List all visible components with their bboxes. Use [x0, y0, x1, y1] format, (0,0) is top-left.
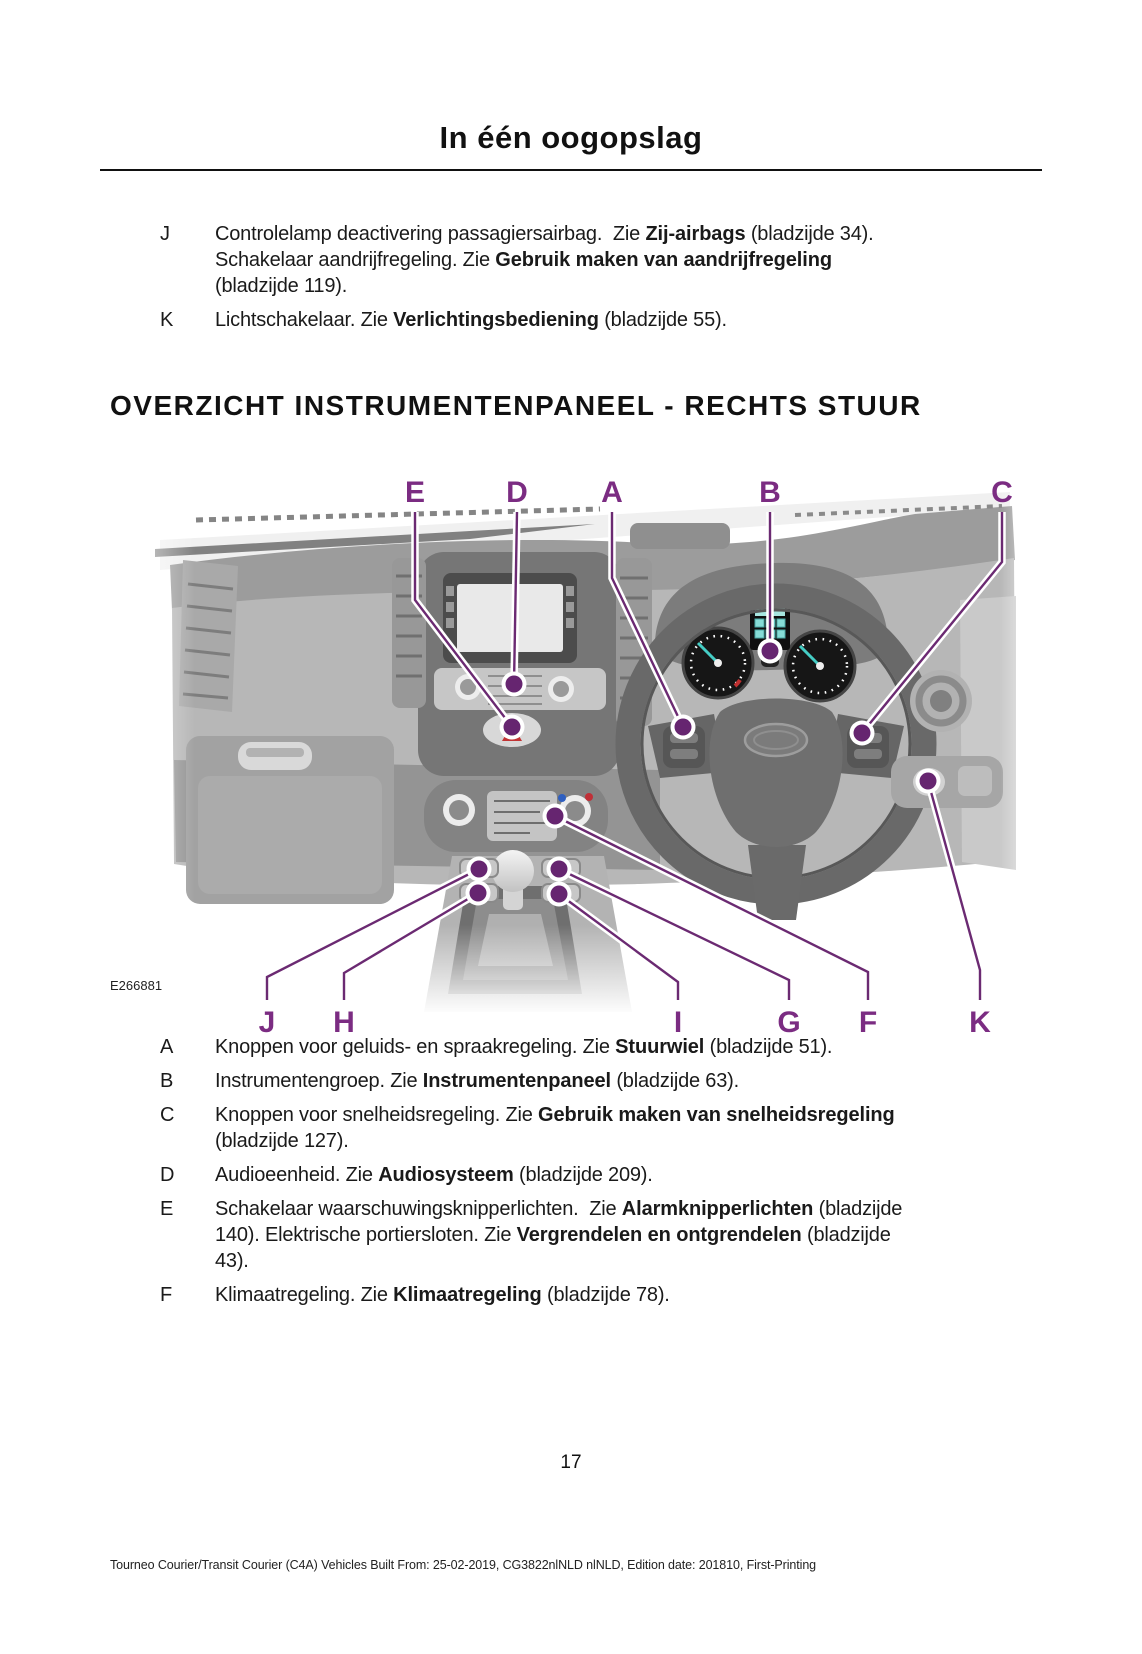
legend-letter: F — [160, 1284, 173, 1306]
legend-list-top — [148, 221, 1038, 341]
dashboard-art — [100, 440, 1050, 1015]
callout-dot-D — [506, 676, 523, 693]
callout-dot-C — [854, 725, 871, 742]
callout-dot-B — [762, 643, 779, 660]
dashboard-diagram — [100, 440, 1050, 1039]
legend-item-D — [148, 1162, 1038, 1188]
legend-item-B — [148, 1068, 1038, 1094]
callout-letter-G: G — [777, 1006, 801, 1039]
figure-code: E266881 — [110, 978, 163, 993]
legend-item-J — [148, 221, 1038, 299]
callout-letter-K: K — [969, 1006, 991, 1039]
callout-letter-F: F — [858, 1006, 878, 1039]
page-number: 17 — [560, 1452, 582, 1473]
title-divider — [100, 169, 1042, 171]
callout-dot-I — [551, 886, 568, 903]
legend-letter: J — [160, 223, 170, 245]
callout-letter-B: B — [759, 476, 781, 509]
legend-item-E — [148, 1196, 1038, 1274]
footer-text: Tourneo Courier/Transit Courier (C4A) Vehicles Built From: 25-02-2019, CG3822nlNLD nlNLD, Edition date: 201810, First-Printing — [110, 1558, 817, 1572]
legend-letter: B — [160, 1070, 174, 1092]
callout-letter-C: C — [991, 476, 1013, 509]
legend-item-F — [148, 1282, 1038, 1308]
legend-letter: A — [160, 1036, 174, 1058]
legend-letter: C — [160, 1104, 175, 1126]
callout-dot-K — [920, 773, 937, 790]
legend-item-C — [148, 1102, 1038, 1154]
legend-text: Klimaatregeling. Zie Klimaatregeling (bladzijde 78). — [215, 1284, 670, 1306]
section-heading: OVERZICHT INSTRUMENTENPANEEL - RECHTS STUUR — [110, 390, 922, 421]
legend-letter: E — [160, 1198, 174, 1220]
legend-text: Knoppen voor snelheidsregeling. Zie Gebruik maken van snelheidsregeling (bladzijde 127). — [215, 1104, 895, 1152]
callout-dot-E — [504, 719, 521, 736]
legend-letter: D — [160, 1164, 175, 1186]
callout-letter-D: D — [506, 476, 528, 509]
legend-text: Instrumentengroep. Zie Instrumentenpaneel (bladzijde 63). — [215, 1070, 739, 1092]
legend-text: Audioeenheid. Zie Audiosysteem (bladzijde 209). — [215, 1164, 653, 1186]
callout-letter-A: A — [601, 476, 623, 509]
legend-item-A — [148, 1034, 1038, 1060]
callout-letter-J: J — [258, 1006, 276, 1039]
callout-dot-A — [675, 719, 692, 736]
legend-text: Lichtschakelaar. Zie Verlichtingsbediening (bladzijde 55). — [215, 309, 727, 331]
legend-text: Schakelaar waarschuwingsknipperlichten. Zie Alarmknipperlichten (bladzijde 140). Elektrische portiersloten. Zie Vergrendelen en ontgrendelen (bladzijde 43). — [215, 1198, 903, 1272]
legend-letter: K — [160, 309, 174, 331]
callout-dot-J — [471, 861, 488, 878]
legend-text: Controlelamp deactivering passagiersairbag. Zie Zij-airbags (bladzijde 34). Schakelaar aandrijfregeling. Zie Gebruik maken van aandrijfregeling (bladzijde 119). — [215, 223, 874, 297]
callout-dot-H — [470, 885, 487, 902]
callout-dot-G — [551, 861, 568, 878]
legend-list-bottom — [148, 1034, 1038, 1316]
legend-text: Knoppen voor geluids- en spraakregeling. Zie Stuurwiel (bladzijde 51). — [215, 1036, 833, 1058]
callout-dot-F — [547, 808, 564, 825]
callout-letter-I: I — [673, 1006, 683, 1039]
legend-item-K — [148, 307, 1038, 333]
page-title: In één oogopslag — [439, 120, 703, 155]
callout-letter-E: E — [404, 476, 426, 509]
callout-letter-H: H — [333, 1006, 355, 1039]
